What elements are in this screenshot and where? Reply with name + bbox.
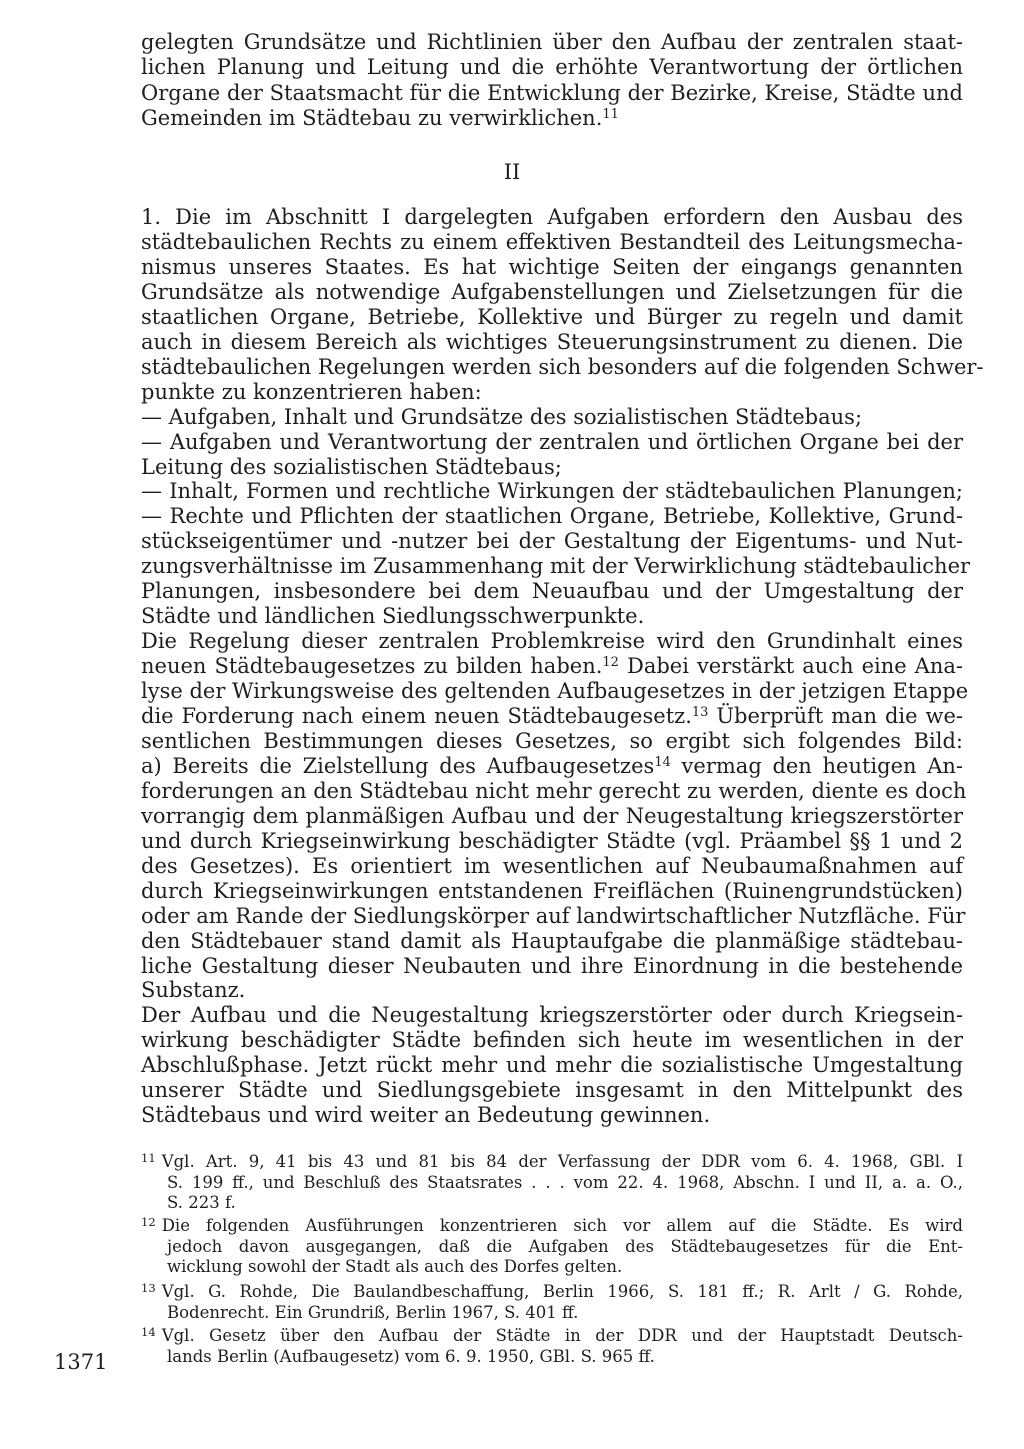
text-line-content: Abschlußphase. Jetzt rückt mehr und mehr die sozialistische Umgestaltung: [141, 1053, 963, 1078]
text-line: [141, 778, 967, 803]
text-line-continuation: Überprüft man die we-: [708, 704, 963, 728]
text-line-content: die Forderung nach einem neuen Städtebaugesetz.: [141, 704, 692, 728]
footnote-line: [167, 1303, 963, 1322]
text-line-content: staatlichen Organe, Betriebe, Kollektive und Bürger zu regeln und damit: [141, 304, 963, 329]
text-line: [141, 879, 963, 903]
footnote-line: [167, 1237, 963, 1256]
text-line: [141, 380, 963, 404]
text-line-content: lichen Planung und Leitung und die erhöhte Verantwortung der örtlichen: [141, 55, 963, 80]
text-line-content: — Rechte und Pflichten der staatlichen Organe, Betriebe, Kollektive, Grund-: [141, 504, 963, 529]
text-line: [141, 255, 963, 279]
text-line: [141, 804, 963, 828]
text-line: [141, 1003, 963, 1027]
text-line: [141, 679, 969, 704]
text-line-content: unserer Städte und Siedlungsgebiete insgesamt in den Mittelpunkt des: [141, 1078, 963, 1103]
text-line-content: zungsverhältnisse im Zusammenhang mit der Verwirklichung städtebaulicher: [141, 554, 971, 579]
footnote-line: [167, 1257, 963, 1276]
text-line: [141, 205, 963, 229]
footnote-line: [167, 1173, 963, 1192]
text-line-content: lyse der Wirkungsweise des geltenden Aufbaugesetzes in der jetzigen Etappe: [141, 679, 969, 704]
text-line-content: — Inhalt, Formen und rechtliche Wirkungen der städtebaulichen Planungen;: [141, 479, 963, 504]
text-line-content: Gemeinden im Städtebau zu verwirklichen.: [141, 105, 603, 130]
text-line: [141, 929, 963, 953]
text-line: [141, 954, 963, 978]
text-line-content: durch Kriegseinwirkungen entstandenen Freiflächen (Ruinengrundstücken): [141, 878, 963, 903]
text-line: [141, 579, 963, 603]
text-line: [141, 1053, 963, 1077]
text-line-content: a) Bereits die Zielstellung des Aufbaugesetzes: [141, 753, 655, 778]
text-line-content: Leitung des sozialistischen Städtebaus;: [141, 454, 562, 479]
text-line-content: — Aufgaben und Verantwortung der zentralen und örtlichen Organe bei der: [141, 429, 963, 454]
text-line: [141, 1028, 963, 1052]
text-line-content: wirkung beschädigter Städte befinden sich heute im wesentlichen in der: [141, 1028, 963, 1053]
text-line: [141, 504, 963, 528]
footnote-line: [167, 1347, 963, 1366]
text-line-content: Städtebaus und wird weiter an Bedeutung gewinnen.: [141, 1103, 711, 1128]
text-line: [141, 829, 963, 853]
footnote-line: [141, 1216, 963, 1235]
footnote-text: jedoch davon ausgegangen, daß die Aufgaben des Städtebaugesetzes für die Ent-: [167, 1236, 963, 1256]
text-line-content: sentlichen Bestimmungen dieses Gesetzes, so ergibt sich folgendes Bild:: [141, 728, 963, 753]
text-line-content: gelegten Grundsätze und Richtlinien über den Aufbau der zentralen staat-: [141, 30, 963, 54]
text-line-content: vorrangig dem planmäßigen Aufbau und der Neugestaltung kriegszerstörter: [141, 803, 963, 828]
footnote-text: lands Berlin (Aufbaugesetz) vom 6. 9. 1950, GBl. S. 965 ff.: [167, 1346, 655, 1366]
footnote-text: Vgl. Art. 9, 41 bis 43 und 81 bis 84 der Verfassung der DDR vom 6. 4. 1968, GBl. I: [161, 1152, 963, 1171]
footnote-number: 14: [141, 1325, 156, 1340]
footnote-text: Vgl. G. Rohde, Die Baulandbeschaffung, Berlin 1966, S. 181 ff.; R. Arlt / G. Rohde,: [161, 1282, 963, 1301]
text-line: [141, 729, 963, 753]
text-line-content: städtebaulichen Regelungen werden sich besonders auf die folgenden Schwer-: [141, 354, 984, 379]
text-line-content: Planungen, insbesondere bei dem Neuaufbau und der Umgestaltung der: [141, 579, 963, 604]
text-line: [141, 903, 966, 928]
footnote-reference: 12: [602, 654, 619, 670]
text-line: [141, 106, 963, 130]
text-line-continuation: Dabei verstärkt auch eine Ana-: [618, 654, 963, 679]
text-line: [141, 455, 963, 479]
footnote-text: Bodenrecht. Ein Grundriß, Berlin 1967, S. 401 ff.: [167, 1302, 579, 1322]
text-line: [141, 230, 963, 254]
text-line: [141, 529, 963, 553]
footnote-text: wicklung sowohl der Stadt als auch des Dorfes gelten.: [167, 1257, 623, 1276]
text-line-content: nismus unseres Staates. Es hat wichtige Seiten der eingangs genannten: [141, 254, 963, 279]
text-line: [141, 704, 963, 728]
footnote-line: [167, 1193, 963, 1212]
text-line: [141, 280, 963, 304]
text-line-content: des Gesetzes). Es orientiert im wesentlichen auf Neubaumaßnahmen auf: [141, 853, 963, 878]
footnote-text: Vgl. Gesetz über den Aufbau der Städte in der DDR und der Hauptstadt Deutsch-: [161, 1326, 963, 1345]
text-line: [141, 629, 963, 653]
text-line: [141, 405, 963, 429]
text-line-content: 1. Die im Abschnitt I dargelegten Aufgaben erfordern den Ausbau des: [141, 205, 963, 229]
text-line-content: Organe der Staatsmacht für die Entwicklung der Bezirke, Kreise, Städte und: [141, 80, 963, 105]
section-heading: II: [503, 160, 521, 184]
text-line-continuation: vermag den heutigen An-: [670, 753, 963, 778]
footnote-text: S. 199 ff., und Beschluß des Staatsrates . . . vom 22. 4. 1968, Abschn. I und II, a. a. O.,: [167, 1172, 963, 1192]
text-line: [141, 430, 963, 454]
text-line-content: liche Gestaltung dieser Neubauten und ihre Einordnung in die bestehende: [141, 953, 963, 978]
text-line-content: städtebaulichen Rechts zu einem effektiven Bestandteil des Leitungsmecha-: [141, 229, 963, 254]
text-line-content: Substanz.: [141, 978, 246, 1003]
text-line-content: oder am Rande der Siedlungskörper auf landwirtschaftlicher Nutzfläche. Für: [141, 903, 966, 928]
text-line-content: stückseigentümer und -nutzer bei der Gestaltung der Eigentums- und Nut-: [141, 529, 963, 554]
footnote-line: [141, 1152, 963, 1171]
text-line-content: Der Aufbau und die Neugestaltung kriegszerstörter oder durch Kriegsein-: [141, 1003, 963, 1028]
text-line: [141, 330, 963, 354]
footnote-line: [141, 1326, 963, 1345]
text-line-content: — Aufgaben, Inhalt und Grundsätze des sozialistischen Städtebaus;: [141, 404, 863, 429]
footnote-number: 11: [141, 1151, 156, 1166]
text-line: [141, 305, 963, 329]
text-line-content: Städte und ländlichen Siedlungsschwerpunkte.: [141, 604, 645, 629]
text-line: [141, 30, 963, 54]
text-line: [141, 81, 963, 105]
footnote-text: S. 223 f.: [167, 1193, 236, 1212]
text-line: [141, 554, 971, 579]
footnote-number: 13: [141, 1281, 156, 1296]
page-number: 1371: [54, 1350, 108, 1374]
text-line: [141, 1103, 963, 1127]
text-line-content: neuen Städtebaugesetzes zu bilden haben.: [141, 654, 603, 679]
text-line-content: und durch Kriegseinwirkung beschädigter Städte (vgl. Präambel §§ 1 und 2: [141, 828, 963, 853]
footnote-reference: 14: [654, 754, 671, 770]
text-line-content: punkte zu konzentrieren haben:: [141, 379, 482, 404]
text-line-content: den Städtebauer stand damit als Hauptaufgabe die planmäßige städtebau-: [141, 928, 963, 953]
text-line-content: Die Regelung dieser zentralen Problemkreise wird den Grundinhalt eines: [141, 629, 963, 654]
text-line-content: auch in diesem Bereich als wichtiges Steuerungsinstrument zu dienen. Die: [141, 329, 963, 354]
text-line: [141, 55, 963, 79]
text-line: [141, 978, 963, 1002]
footnote-reference: 11: [602, 106, 619, 122]
footnote-line: [141, 1282, 963, 1301]
text-line-content: Grundsätze als notwendige Aufgabenstellungen und Zielsetzungen für die: [141, 279, 963, 304]
text-line: [141, 654, 963, 678]
text-line: [141, 1078, 963, 1102]
text-line: [141, 754, 963, 778]
footnote-number: 12: [141, 1215, 156, 1230]
footnote-text: Die folgenden Ausführungen konzentrieren sich vor allem auf die Städte. Es wird: [161, 1216, 963, 1235]
text-line: [141, 854, 963, 878]
footnote-reference: 13: [691, 704, 709, 720]
text-line: [141, 354, 984, 379]
text-line: [141, 479, 963, 503]
text-line: [141, 604, 963, 628]
text-line-content: forderungen an den Städtebau nicht mehr gerecht zu werden, diente es doch: [141, 778, 967, 803]
